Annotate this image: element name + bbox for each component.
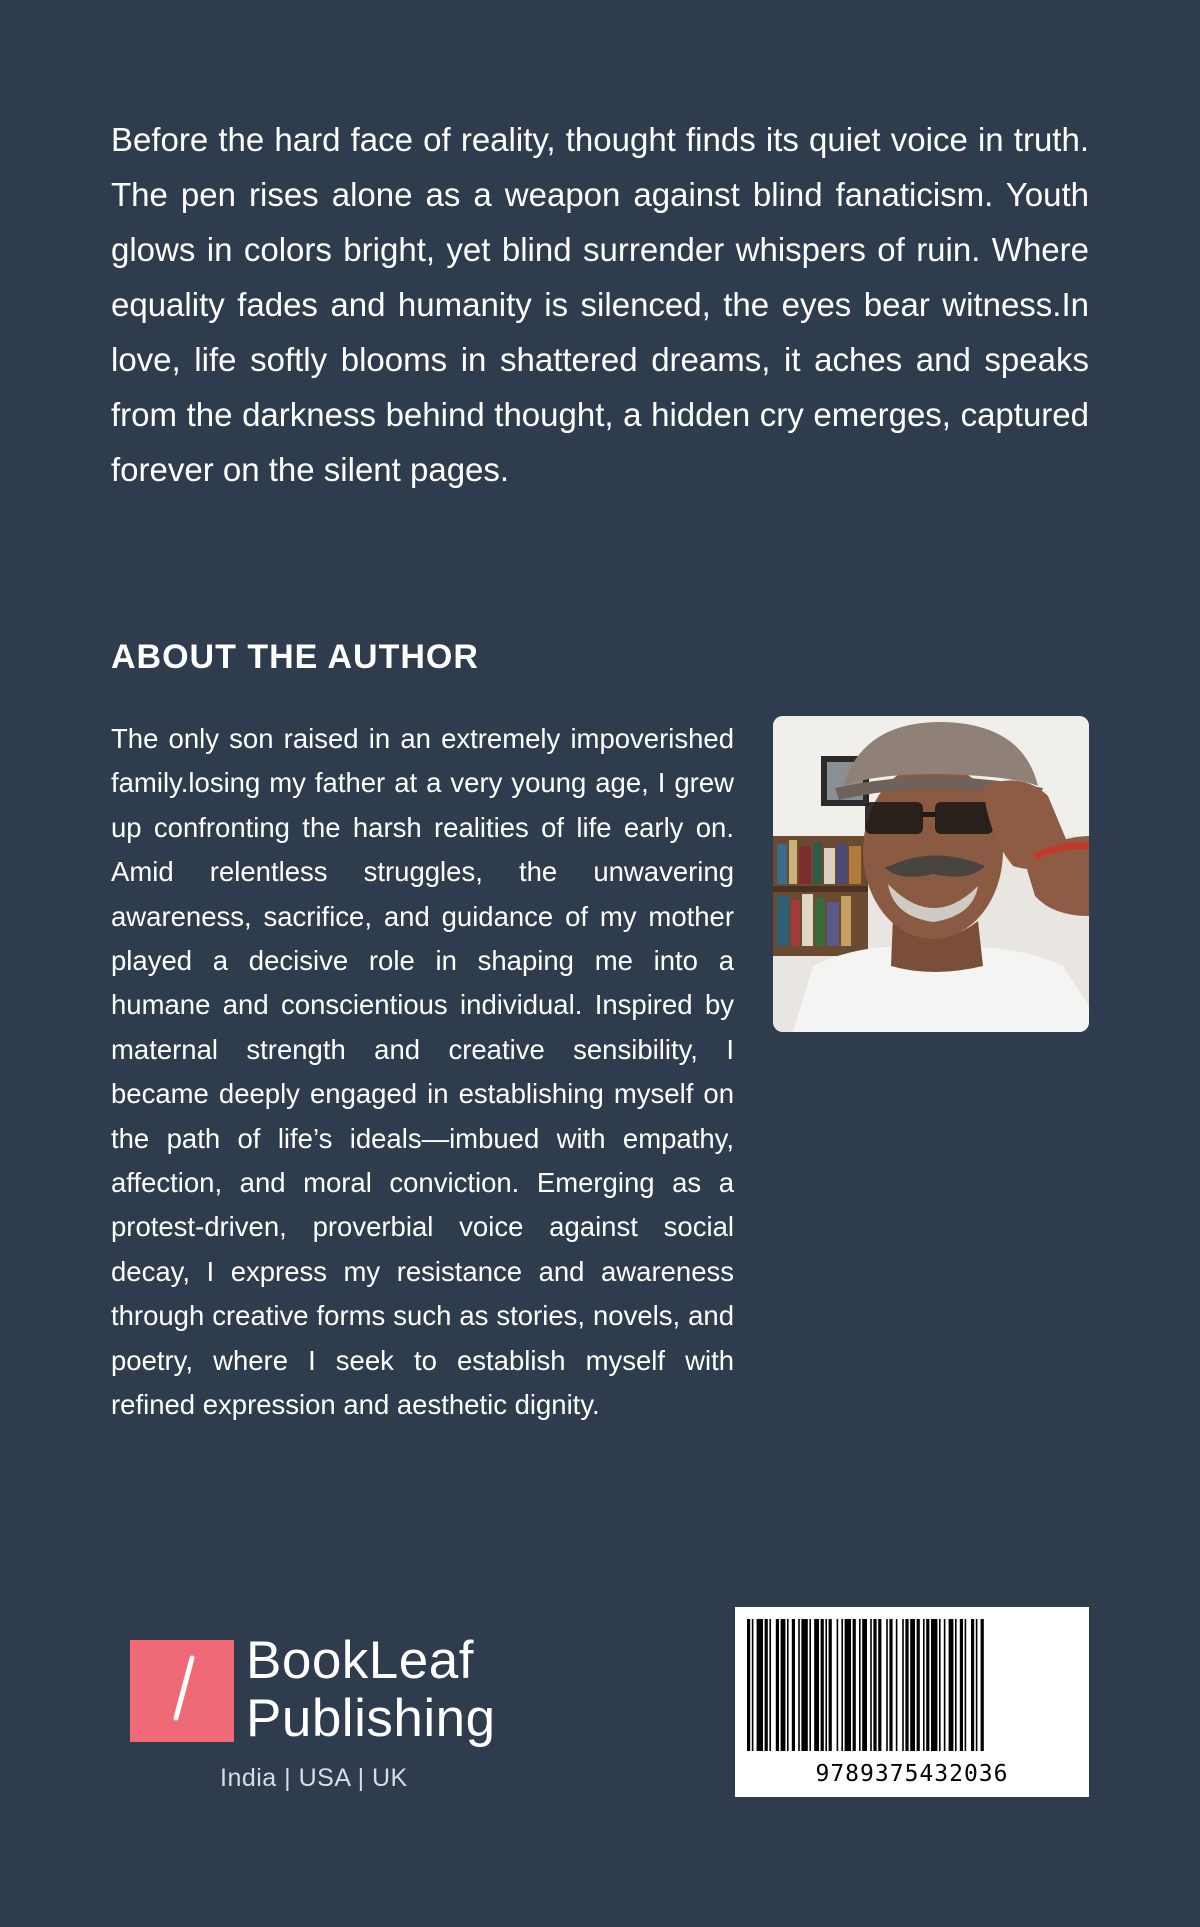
barcode-bar: [886, 1619, 888, 1751]
barcode-bar: [821, 1619, 824, 1751]
barcode-bar: [976, 1619, 978, 1751]
barcode-bar: [960, 1619, 963, 1751]
barcode-bar: [896, 1619, 898, 1751]
back-cover-blurb: Before the hard face of reality, thought finds its quiet voice in truth. The pen rises alone as a weapon against blind fanaticism. Youth glows in colors bright, yet blind surrender whispers of ruin. Where equality fades and humanity is silenced, the eyes bear witness.In love, life softly blooms in shattered dreams, it aches and speaks from the darkness behind thought, a hidden cry emerges, captured forever on the silent pages.: [111, 121, 1089, 488]
slash-icon: [168, 1654, 198, 1724]
barcode-icon: [747, 1619, 1077, 1759]
barcode-bar: [862, 1619, 867, 1751]
barcode-bar: [814, 1619, 819, 1751]
barcode-bar: [752, 1619, 754, 1751]
barcode-bar: [798, 1619, 800, 1751]
barcode-bar: [841, 1619, 843, 1751]
barcode-bar: [781, 1619, 786, 1751]
about-author-heading: ABOUT THE AUTHOR: [111, 638, 479, 676]
barcode-bar: [765, 1619, 768, 1751]
barcode-bar: [747, 1619, 750, 1751]
barcode-bar: [931, 1619, 937, 1751]
barcode-bar: [792, 1619, 795, 1751]
barcode-bar: [955, 1619, 957, 1751]
barcode-bar: [949, 1619, 954, 1751]
publisher-name-line1: BookLeaf: [246, 1631, 474, 1690]
barcode-bar: [873, 1619, 876, 1751]
publisher-name: [246, 1632, 496, 1748]
barcode-bar: [837, 1619, 839, 1751]
barcode-bar: [905, 1619, 908, 1751]
barcode-bar: [910, 1619, 915, 1751]
barcode-bar: [965, 1619, 967, 1751]
barcode-bar: [917, 1619, 920, 1751]
bookleaf-logo-mark: [130, 1640, 234, 1742]
barcode-bar: [776, 1619, 779, 1751]
author-photo: [773, 716, 1089, 1032]
barcode-bar: [769, 1619, 771, 1751]
isbn-barcode: [735, 1607, 1089, 1797]
publisher-name-line2: Publishing: [246, 1689, 496, 1748]
barcode-bar: [787, 1619, 789, 1751]
barcode-bar: [878, 1619, 881, 1751]
publisher-logo: [130, 1631, 530, 1800]
author-bio: The only son raised in an extremely impoverished family.losing my father at a very young age, I grew up confronting the harsh realities of life early on. Amid relentless struggles, the unwavering awareness, sacrifice, and guidance of my mother played a decisive role in shaping me into a humane and conscientious individual. Inspired by maternal strength and creative sensibility, I became deeply engaged in establishing myself on the path of life’s ideals—imbued with empathy, affection, and moral conviction. Emerging as a protest-driven, proverbial voice against social decay, I express my resistance and awareness through creative forms such as stories, novels, and poetry, where I seek to establish myself with refined expression and aesthetic dignity.: [111, 723, 734, 1421]
barcode-bar: [829, 1619, 832, 1751]
barcode-bar: [981, 1619, 984, 1751]
barcode-bar: [926, 1619, 929, 1751]
barcode-bar: [801, 1619, 807, 1751]
barcode-bar: [853, 1619, 856, 1751]
barcode-bar: [859, 1619, 861, 1751]
barcode-bar: [944, 1619, 946, 1751]
barcode-bar: [845, 1619, 851, 1751]
barcode-bar: [889, 1619, 892, 1751]
barcode-bar: [971, 1619, 974, 1751]
publisher-locations: India | USA | UK: [220, 1764, 408, 1792]
barcode-bar: [757, 1619, 763, 1751]
barcode-bar: [825, 1619, 827, 1751]
barcode-bar: [939, 1619, 941, 1751]
barcode-bar: [809, 1619, 811, 1751]
isbn-number: 9789375432036: [815, 1761, 1009, 1787]
barcode-bar: [870, 1619, 872, 1751]
barcode-bar: [923, 1619, 925, 1751]
barcode-bar: [902, 1619, 904, 1751]
